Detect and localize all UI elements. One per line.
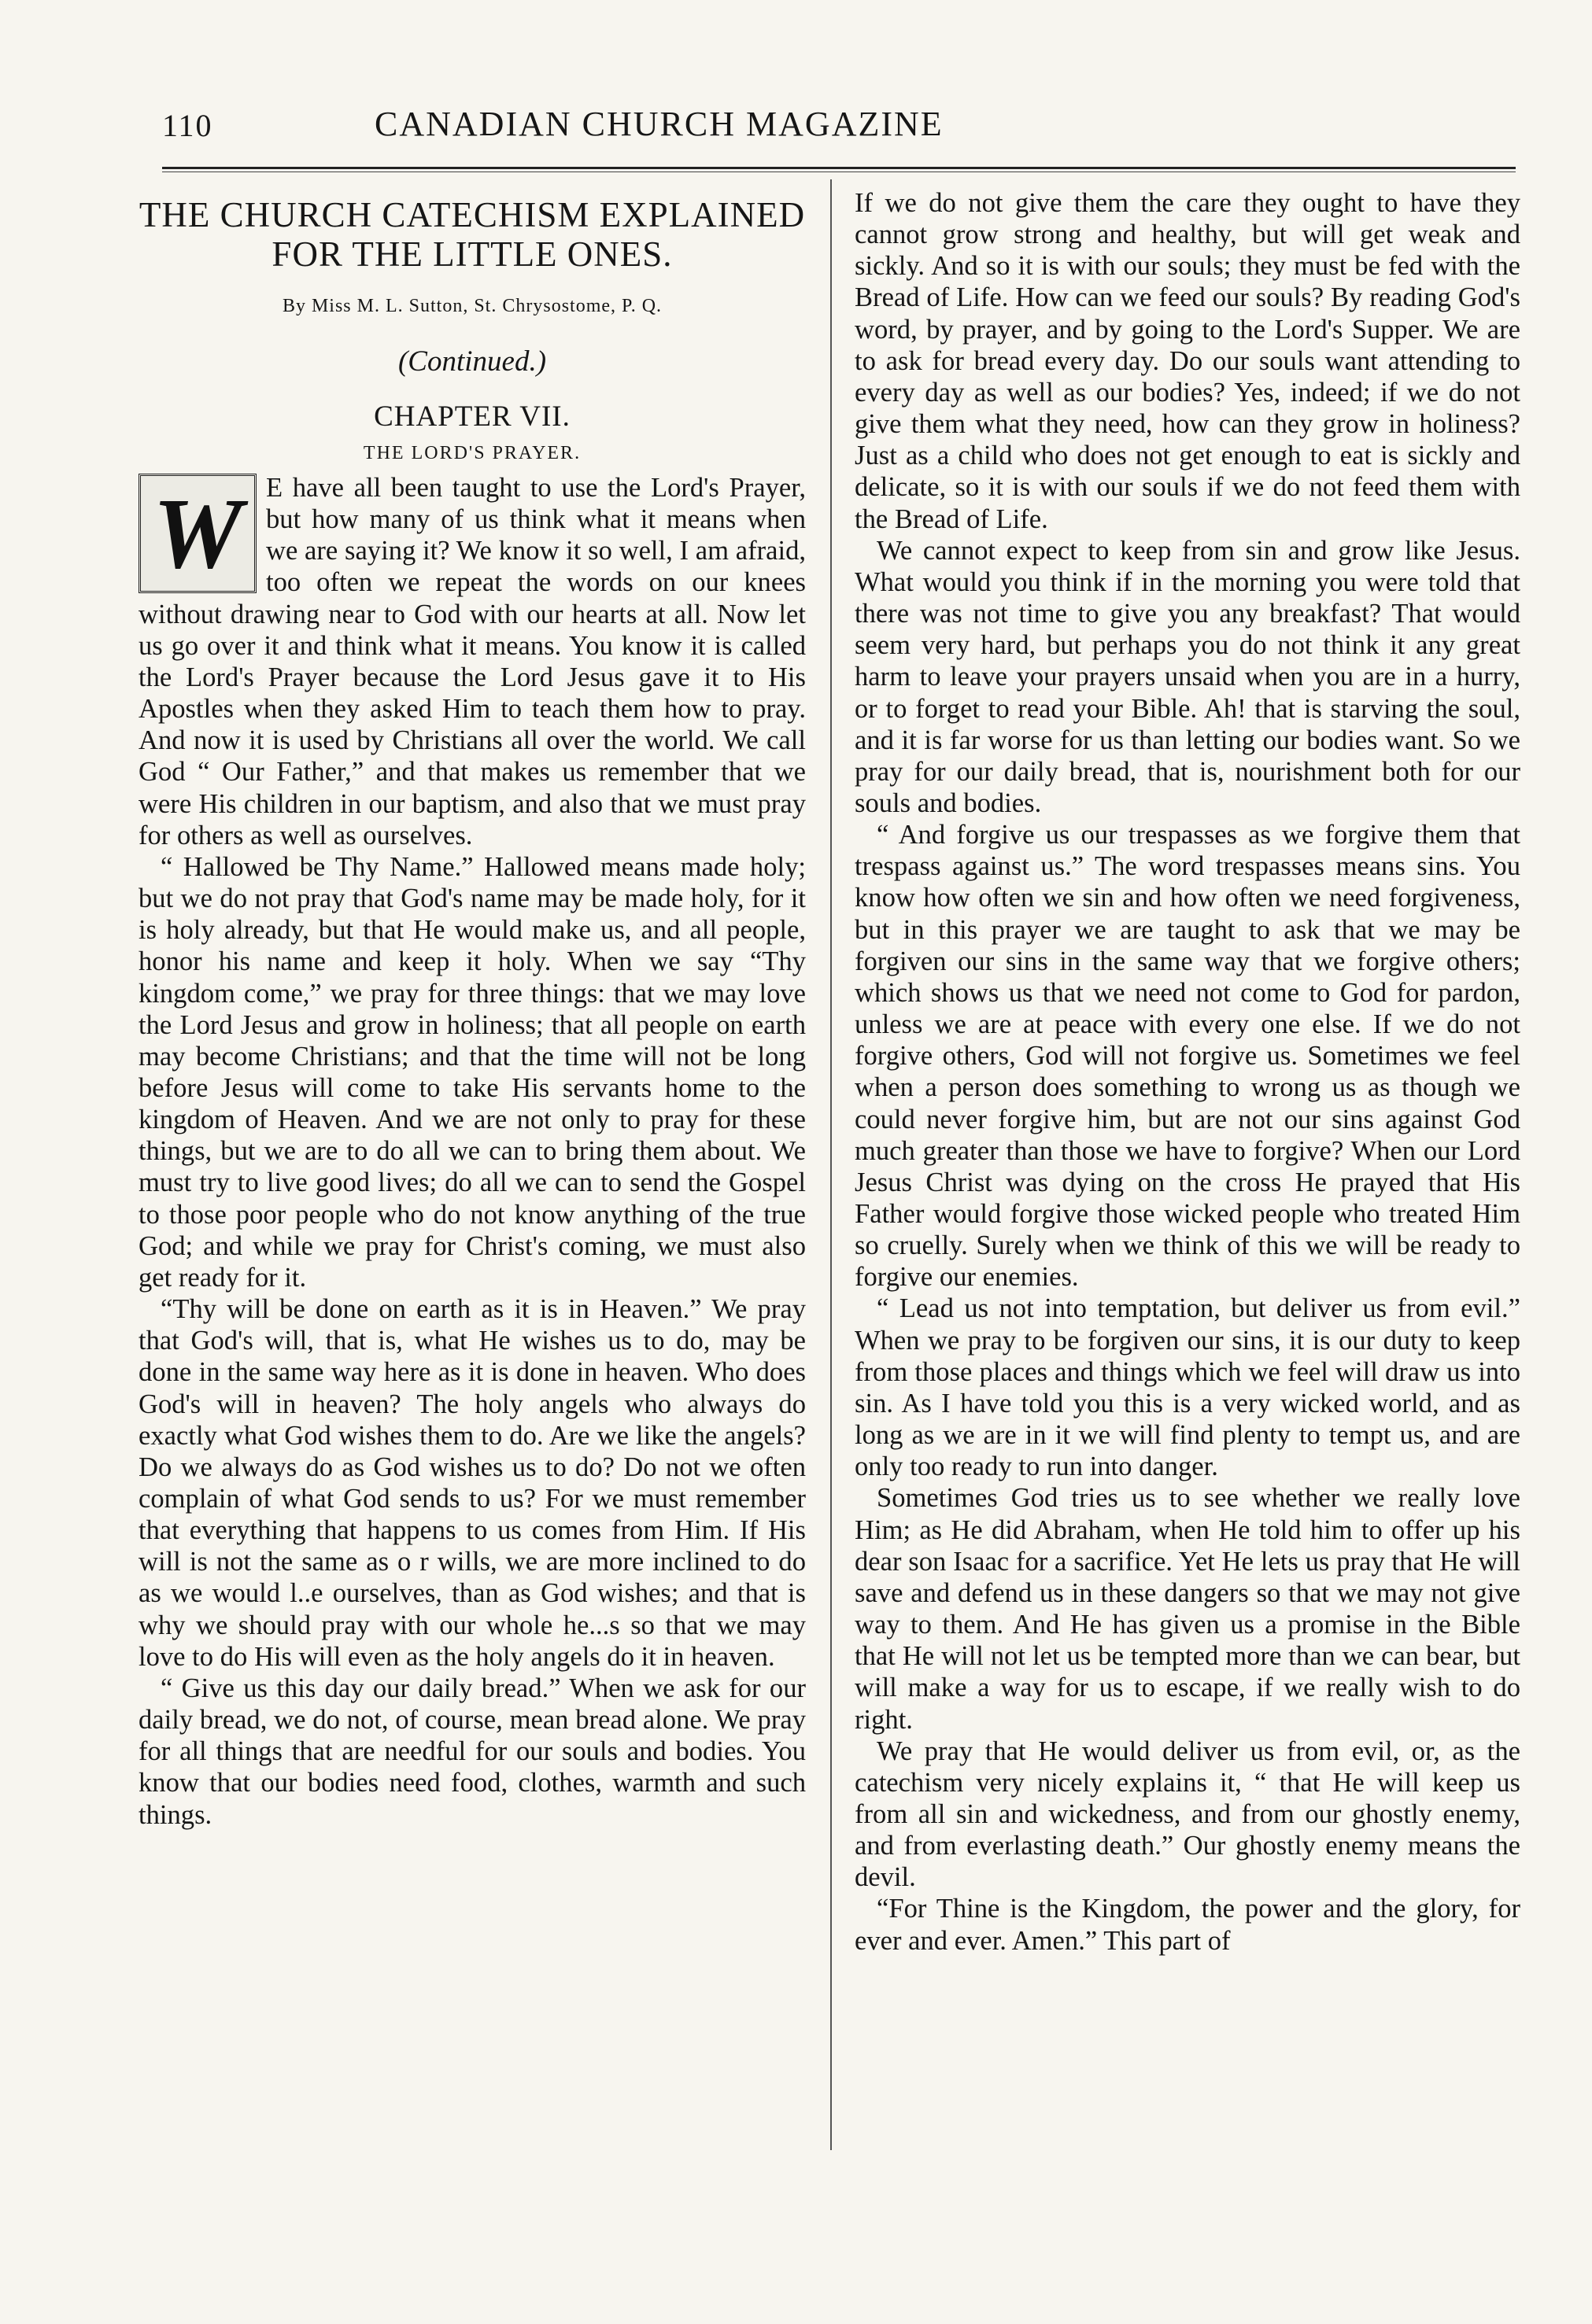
paragraph: E have all been taught to use the Lord's Prayer, but how many of us think what it means when we are saying it? We know it so well, I am afraid, too often we repeat the words on our knees without drawing near to God with our hearts at all. Now let us go over it and think what it means. You know it is called the Lord's Prayer because the Lord Jesus gave it to His Apostles when they asked Him to teach them how to pray. And now it is used by Christians all over the world. We call God “ Our Father,” and that makes us remember that we were His children in our baptism, and also that we must pray for others as well as ourselves. xyxy=(139,473,806,850)
section-subheading: THE LORD'S PRAYER. xyxy=(363,443,582,463)
right-column xyxy=(855,187,1520,1957)
paragraph: “Thy will be done on earth as it is in Heaven.” We pray that God's will, that is, what He wishes us to do, may be done in the same way here as it is done in heaven. Who does God's will in heaven? The holy angels who always do exactly what God wishes them to do. Are we like the angels? Do we always do as God wishes us to do? Do not we often complain of what God sends to us? For we must remember that everything that happens to us comes from Him. If His will is not the same as o r wills, we are more inclined to do as we would l..e ourselves, than as God wishes; and that is why we should pray with our whole he...s so that we may love to do His will even as the holy angels do it in heaven. xyxy=(139,1294,806,1672)
paragraph: Sometimes God tries us to see whether we really love Him; as He did Abraham, when He told him to offer up his dear son Isaac for a sacrifice. Yet He lets us pray that He will save and defend us in these dangers so that we may not give way to them. And He has given us a promise in the Bible that He will not let us be tempted more than we can bear, but will make a way for us to escape, if we really wish to do right. xyxy=(855,1483,1520,1735)
paragraph: “For Thine is the Kingdom, the power and the glory, for ever and ever. Amen.” This part of xyxy=(855,1894,1520,1956)
paragraph: “ Give us this day our daily bread.” When we ask for our daily bread, we do not, of course, mean bread alone. We pray for all things that are needful for our souls and bodies. You know that our bodies need food, clothes, warmth and such things. xyxy=(139,1673,806,1830)
column-divider xyxy=(830,179,832,2150)
paragraph: We pray that He would deliver us from evil, or, as the catechism very nicely explains it, “ that He will keep us from all sin and wickedness, and from our ghostly enemy, and from everlasting death.” Our ghostly enemy means the devil. xyxy=(855,1736,1520,1893)
magazine-title: CANADIAN CHURCH MAGAZINE xyxy=(375,105,944,143)
paragraph: “ And forgive us our trespasses as we forgive them that trespass against us.” The word trespasses means sins. You know how often we sin and how often we need forgiveness, but in this prayer we are taught to ask that we may be forgiven our sins in the same way that we forgive others; which shows us that we need not come to God for pardon, unless we are at peace with every one else. If we do not forgive others, God will not forgive us. Sometimes we feel when a person does something to wrong us as though we could never forgive him, but are not our sins against God much greater than those we have to forgive? When our Lord Jesus Christ was dying on the cross He prayed that His Father would forgive those wicked people who treated Him so cruelly. Surely when we think of this we will be ready to forgive our enemies. xyxy=(855,820,1520,1293)
paragraph: If we do not give them the care they ought to have they cannot grow strong and healthy, but will get weak and sickly. And so it is with our souls; they must be fed with the Bread of Life. How can we feed our souls? By reading God's word, by prayer, and by going to the Lord's Supper. We are to ask for bread every day. Do our souls want attending to every day as well as our bodies? Yes, indeed; if we do not give them what they need, how can they grow in holiness? Just as a child who does not get enough to eat is sickly and delicate, so it is with our souls if we do not feed them with the Bread of Life. xyxy=(855,188,1520,534)
page-number: 110 xyxy=(162,108,213,143)
article-byline: By Miss M. L. Sutton, St. Chrysostome, P. Q. xyxy=(282,296,663,316)
page-header xyxy=(162,101,1516,151)
article-title: THE CHURCH CATECHISM EXPLAINED FOR THE LITTLE ONES. xyxy=(139,195,806,274)
paragraph: “ Hallowed be Thy Name.” Hallowed means made holy; but we do not pray that God's name may be made holy, for it is holy already, but that He would make us, and all people, honor his name and keep it holy. When we say “Thy kingdom come,” we pray for three things: that we may love the Lord Jesus and grow in holiness; that all people on earth may become Christians; and that the time will not be long before Jesus will come to take His servants home to the kingdom of Heaven. And we are not only to pray for these things, but we are to do all we can to bring them about. We must try to live good lives; do all we can to send the Gospel to those poor people who do not know anything of the true God; and while we pray for Christ's coming, we must also get ready for it. xyxy=(139,851,806,1293)
drop-cap-initial: W xyxy=(139,474,257,593)
chapter-heading: CHAPTER VII. xyxy=(374,400,571,433)
paragraph: We cannot expect to keep from sin and grow like Jesus. What would you think if in the morning you were told that there was not time to give you any breakfast? That would seem very hard, but perhaps you do not think it any great harm to leave your prayers unsaid when you are in a hurry, or to forget to read your Bible. Ah! that is starving the soul, and it is far worse for us than letting our bodies want. So we pray for our daily bread, that is, nourishment both for our souls and bodies. xyxy=(855,535,1520,818)
left-column xyxy=(139,187,806,1831)
continued-note: (Continued.) xyxy=(397,345,547,378)
header-rule xyxy=(162,167,1516,169)
paragraph: “ Lead us not into temptation, but deliver us from evil.” When we pray to be forgiven our sins, it is our duty to keep from those places and things which we feel will draw us into sin. As I have told you this is a very wicked world, and as long as we are in it we will find plenty to tempt us, and are only too ready to run into danger. xyxy=(855,1293,1520,1482)
